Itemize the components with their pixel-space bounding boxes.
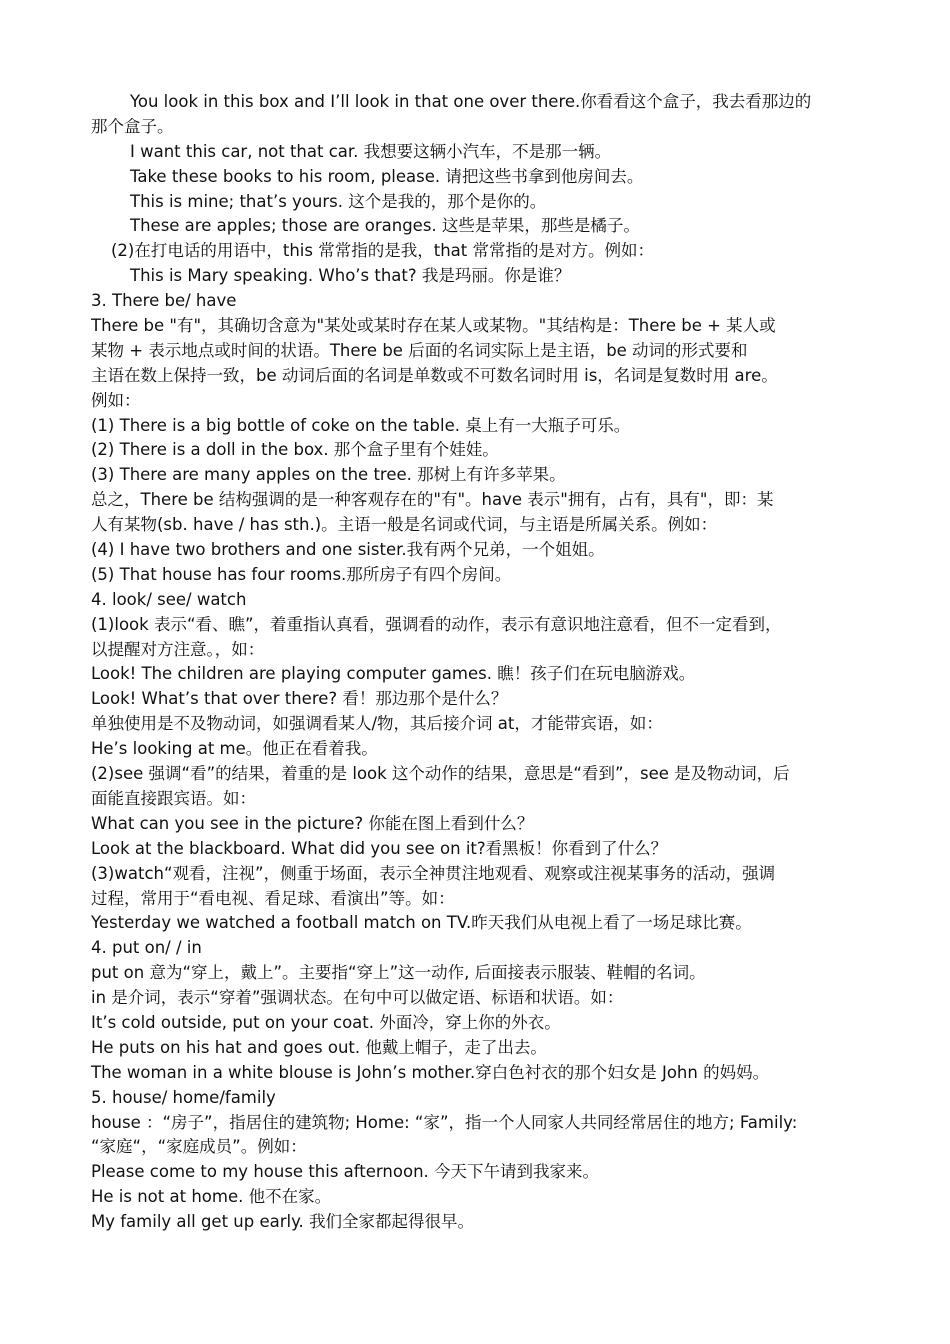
- text-line: This is mine; that’s yours. 这个是我的，那个是你的。: [130, 191, 547, 211]
- section-heading: 4. look/ see/ watch: [91, 589, 247, 609]
- example-line: What can you see in the picture? 你能在图上看到什么？: [91, 813, 534, 833]
- text-line: 某物 + 表示地点或时间的状语。There be 后面的名词实际上是主语，be 动词的形式要和: [91, 340, 748, 360]
- section-heading: 3. There be/ have: [91, 291, 237, 311]
- example-line: (1) There is a big bottle of coke on the table. 桌上有一大瓶子可乐。: [91, 415, 631, 435]
- example-line: Look! The children are playing computer games. 瞧！孩子们在玩电脑游戏。: [91, 664, 696, 684]
- text-line: 总之，There be 结构强调的是一种客观存在的"有"。have 表示"拥有，占有，具有"，即：某: [91, 490, 774, 510]
- document-body: [91, 90, 863, 1235]
- example-line: Look at the blackboard. What did you see on it?看黑板！你看到了什么？: [91, 838, 668, 858]
- text-line: 面能直接跟宾语。如：: [91, 788, 256, 808]
- text-line: put on 意为“穿上，戴上”。主要指“穿上”这一动作, 后面接表示服装、鞋帽的名词。: [91, 963, 706, 983]
- example-line: Yesterday we watched a football match on TV.昨天我们从电视上看了一场足球比赛。: [91, 913, 752, 933]
- text-line: There be "有"，其确切含意为"某处或某时存在某人或某物。"其结构是：There be + 某人或: [91, 316, 776, 336]
- example-line: Look! What’s that over there? 看！那边那个是什么？: [91, 689, 508, 709]
- text-line: 过程，常用于“看电视、看足球、看演出”等。如：: [91, 888, 455, 908]
- text-line: (3)watch“观看，注视”，侧重于场面，表示全神贯注地观看、观察或注视某事务的活动，强调: [91, 863, 776, 883]
- text-line: in 是介词，表示“穿着”强调状态。在句中可以做定语、标语和状语。如：: [91, 988, 624, 1008]
- text-line: (2)see 强调“看”的结果，着重的是 look 这个动作的结果，意思是“看到”，see 是及物动词，后: [91, 764, 790, 784]
- text-line: (1)look 表示“看、瞧”，着重指认真看，强调看的动作，表示有意识地注意看，但不一定看到，: [91, 614, 782, 634]
- text-line: You look in this box and I’ll look in that one over there.你看看这个盒子，我去看那边的: [130, 92, 812, 111]
- example-line: The woman in a white blouse is John’s mother.穿白色衬衣的那个妇女是 John 的妈妈。: [91, 1062, 770, 1082]
- text-line: house ：“房子”，指居住的建筑物; Home: “家”，指一个人同家人共同经常居住的地方; Family:: [91, 1112, 798, 1132]
- text-line: 例如：: [91, 390, 141, 410]
- section-heading: 5. house/ home/family: [91, 1087, 276, 1107]
- section-heading: 4. put on/ / in: [91, 938, 202, 958]
- text-line: 那个盒子。: [91, 116, 174, 136]
- example-line: (3) There are many apples on the tree. 那树上有许多苹果。: [91, 465, 566, 485]
- text-line: I want this car, not that car. 我想要这辆小汽车，不是那一辆。: [130, 141, 612, 161]
- example-line: He’s looking at me。他正在看着我。: [91, 739, 378, 759]
- text-line: 主语在数上保持一致，be 动词后面的名词是单数或不可数名词时用 is，名词是复数时用 are。: [91, 365, 778, 385]
- text-line: (2)在打电话的用语中，this 常常指的是我，that 常常指的是对方。例如：: [111, 241, 654, 261]
- text-line: These are apples; those are oranges. 这些是苹果，那些是橘子。: [130, 216, 640, 236]
- example-line: (4) I have two brothers and one sister.我有两个兄弟，一个姐姐。: [91, 540, 605, 560]
- example-line: It’s cold outside, put on your coat. 外面冷，穿上你的外衣。: [91, 1012, 561, 1032]
- example-line: My family all get up early. 我们全家都起得很早。: [91, 1212, 474, 1232]
- example-line: Please come to my house this afternoon. 今天下午请到我家来。: [91, 1162, 600, 1182]
- text-line: 以提醒对方注意。，如：: [91, 639, 265, 659]
- text-line: This is Mary speaking. Who’s that? 我是玛丽。你是谁？: [130, 266, 571, 286]
- example-line: He is not at home. 他不在家。: [91, 1187, 332, 1207]
- text-line: “家庭“，“家庭成员”。例如：: [91, 1137, 307, 1157]
- text-line: 人有某物(sb. have / has sth.)。主语一般是名词或代词，与主语是所属关系。例如：: [91, 515, 718, 535]
- text-line: Take these books to his room, please. 请把这些书拿到他房间去。: [130, 166, 644, 186]
- text-line: 单独使用是不及物动词，如强调看某人/物，其后接介词 at，才能带宾语，如：: [91, 714, 663, 734]
- example-line: (5) That house has four rooms.那所房子有四个房间。: [91, 564, 512, 584]
- example-line: He puts on his hat and goes out. 他戴上帽子，走了出去。: [91, 1037, 547, 1057]
- example-line: (2) There is a doll in the box. 那个盒子里有个娃娃。: [91, 440, 499, 460]
